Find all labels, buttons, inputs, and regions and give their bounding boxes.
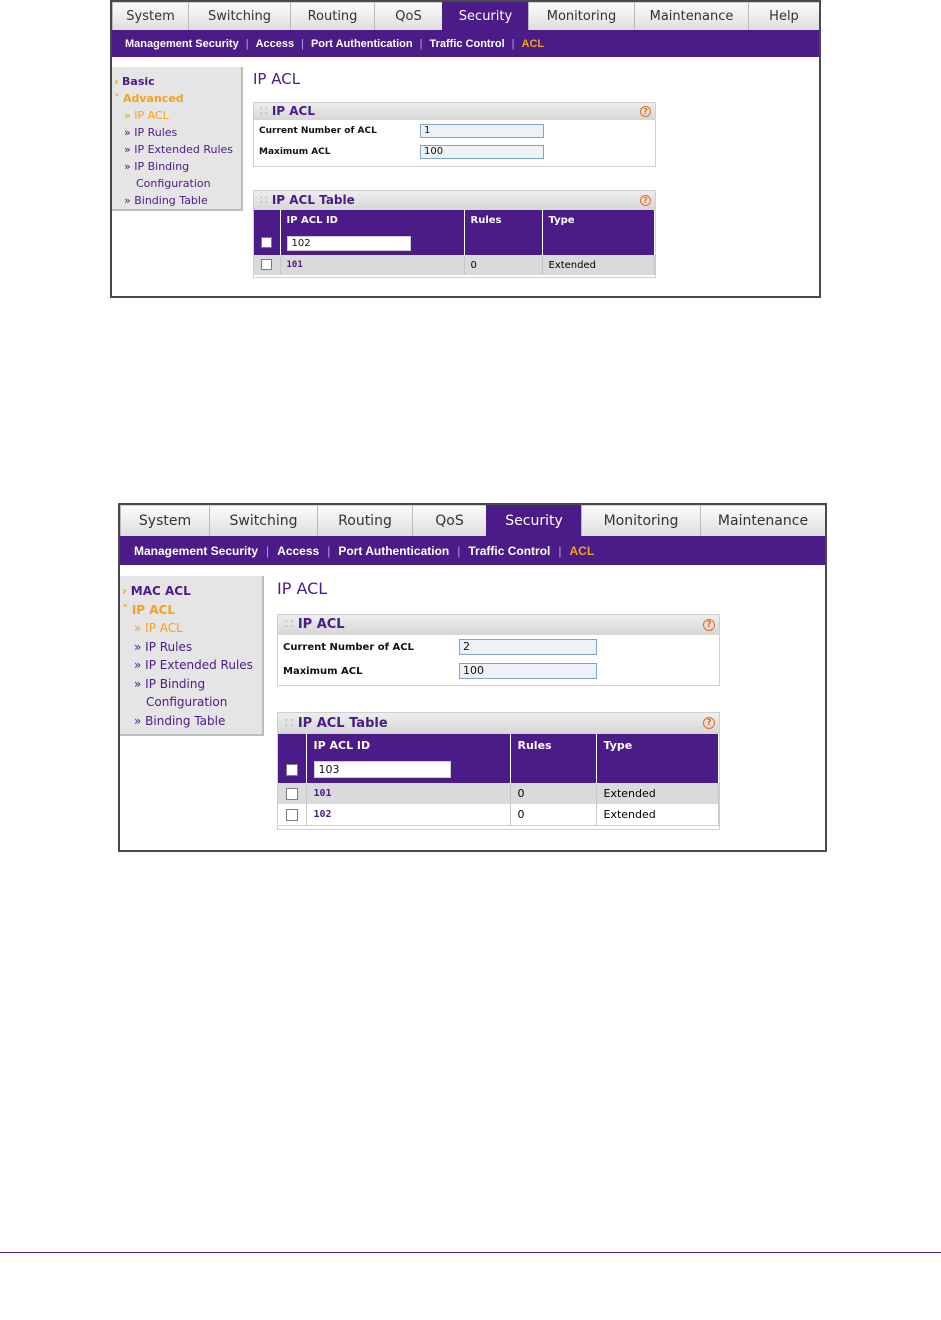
- page-footer-rule: [0, 1252, 941, 1253]
- field-label: Maximum ACL: [283, 665, 363, 677]
- sidebar-item-ip-acl[interactable]: » IP ACL: [124, 109, 169, 122]
- sidebar-item-ip-rules[interactable]: » IP Rules: [124, 126, 178, 139]
- tab-qos[interactable]: QoS: [374, 2, 442, 30]
- field-label: Maximum ACL: [259, 146, 331, 157]
- subnav-management-security[interactable]: Management Security: [125, 37, 239, 50]
- ip-acl-panel-header: [278, 615, 719, 635]
- subnav-port-authentication[interactable]: Port Authentication: [338, 543, 450, 558]
- tab-qos[interactable]: QoS: [412, 505, 486, 536]
- current-acl-row: [278, 635, 719, 659]
- table-header-row: [278, 734, 719, 756]
- tab-routing[interactable]: Routing: [317, 505, 412, 536]
- collapsed-arrow-icon: ›: [122, 584, 127, 598]
- collapsed-arrow-icon: ›: [114, 75, 119, 88]
- subnav-acl[interactable]: ACL: [521, 37, 545, 50]
- tab-security[interactable]: Security: [442, 2, 528, 30]
- acl-id-input[interactable]: 102: [287, 236, 411, 251]
- table-header-row: [254, 210, 655, 231]
- sidebar-item-ip-binding-configuration[interactable]: Configuration: [146, 695, 228, 709]
- maximum-acl-value: 100: [459, 663, 597, 679]
- subnav-separator: |: [558, 543, 562, 558]
- table-panel-header: [254, 191, 655, 210]
- maximum-acl-row: [254, 141, 655, 162]
- column-header[interactable]: Rules: [510, 734, 596, 756]
- checkbox-cell: [278, 783, 306, 804]
- subnav-separator: |: [419, 37, 423, 50]
- tab-maintenance[interactable]: Maintenance: [700, 505, 825, 536]
- page-title: IP ACL: [277, 579, 328, 598]
- sub-nav-bar: [120, 536, 825, 565]
- main-tab-bar: [112, 2, 819, 30]
- panel-title: IP ACL Table: [271, 193, 355, 207]
- maximum-acl-value: 100: [420, 145, 544, 159]
- checkbox-cell: [278, 756, 306, 783]
- panel-title: IP ACL: [271, 104, 316, 118]
- checkbox[interactable]: [261, 259, 272, 270]
- sidebar-item-label: IP ACL: [131, 602, 176, 617]
- screenshot-2: [118, 503, 827, 852]
- select-column-header: [278, 734, 306, 756]
- page-title: IP ACL: [253, 70, 301, 88]
- table-row[interactable]: [254, 255, 655, 275]
- current-acl-row: [254, 120, 655, 141]
- tab-security[interactable]: Security: [486, 505, 581, 536]
- acl-id-link[interactable]: 101: [306, 783, 510, 804]
- column-header[interactable]: Rules: [464, 210, 542, 231]
- subnav-separator: |: [266, 543, 270, 558]
- help-icon[interactable]: ?: [640, 106, 651, 117]
- subnav-separator: |: [327, 543, 331, 558]
- tab-switching[interactable]: Switching: [209, 505, 317, 536]
- checkbox-cell: [254, 231, 280, 255]
- checkbox[interactable]: [261, 237, 272, 248]
- subnav-access[interactable]: Access: [277, 543, 320, 558]
- subnav-management-security[interactable]: Management Security: [134, 543, 259, 558]
- subnav-separator: |: [301, 37, 304, 50]
- rules-cell: 0: [464, 255, 542, 275]
- checkbox-cell: [278, 804, 306, 825]
- ip-acl-panel: [277, 614, 720, 686]
- sidebar-item-ip-binding[interactable]: » IP Binding: [134, 676, 206, 691]
- tab-switching[interactable]: Switching: [188, 2, 290, 30]
- grip-icon: ∷: [260, 193, 268, 207]
- sidebar-item-ip-acl-group[interactable]: [122, 601, 262, 620]
- type-cell: Extended: [596, 783, 719, 804]
- panel-title: IP ACL: [297, 617, 345, 632]
- rules-cell: 0: [510, 783, 596, 804]
- ip-acl-panel-header: [254, 103, 655, 120]
- acl-table: [254, 210, 655, 275]
- field-label: Current Number of ACL: [259, 125, 377, 136]
- subnav-separator: |: [511, 37, 515, 50]
- tab-routing[interactable]: Routing: [290, 2, 374, 30]
- sidebar-item-binding-table[interactable]: » Binding Table: [124, 194, 208, 207]
- grip-icon: ∷: [260, 104, 268, 118]
- subnav-acl[interactable]: ACL: [569, 543, 595, 558]
- sidebar-item-ip-extended-rules[interactable]: » IP Extended Rules: [134, 658, 253, 672]
- type-cell: Extended: [542, 255, 655, 275]
- id-input-cell: [280, 231, 464, 255]
- acl-id-input[interactable]: 103: [314, 761, 451, 778]
- subnav-separator: |: [245, 37, 249, 50]
- id-input-cell: [306, 756, 510, 783]
- sidebar-item-ip-binding-configuration[interactable]: Configuration: [136, 177, 211, 190]
- table-panel-header: [278, 713, 719, 734]
- acl-id-link[interactable]: 101: [280, 255, 464, 275]
- screenshot-1: [110, 0, 821, 298]
- tab-help[interactable]: Help: [748, 2, 819, 30]
- sidebar-item-advanced[interactable]: [114, 90, 241, 107]
- table-row[interactable]: [278, 783, 719, 804]
- sidebar: [120, 576, 264, 736]
- maximum-acl-row: [278, 659, 719, 683]
- ip-acl-table-panel: [277, 712, 720, 830]
- checkbox[interactable]: [286, 809, 298, 821]
- type-cell: [542, 231, 655, 255]
- subnav-separator: |: [457, 543, 461, 558]
- expanded-arrow-icon: ˅: [114, 92, 120, 105]
- column-header[interactable]: Type: [596, 734, 719, 756]
- help-icon[interactable]: ?: [640, 195, 651, 206]
- rules-cell: 0: [510, 804, 596, 825]
- column-header[interactable]: IP ACL ID: [280, 210, 464, 231]
- sidebar-item-ip-acl[interactable]: » IP ACL: [134, 621, 183, 635]
- table-row[interactable]: [278, 804, 719, 825]
- column-header[interactable]: IP ACL ID: [306, 734, 510, 756]
- field-label: Current Number of ACL: [283, 641, 414, 653]
- table-add-row: [278, 756, 719, 783]
- grip-icon: ∷: [285, 617, 294, 632]
- select-column-header: [254, 210, 280, 231]
- tab-system[interactable]: System: [112, 2, 188, 30]
- tab-monitoring[interactable]: Monitoring: [581, 505, 700, 536]
- sidebar: [112, 67, 243, 211]
- sidebar-item-label: Basic: [122, 75, 155, 88]
- type-cell: [596, 756, 719, 783]
- sidebar-item-mac-acl[interactable]: [122, 582, 262, 601]
- sidebar-item-label: MAC ACL: [130, 584, 191, 598]
- current-acl-value: 1: [420, 124, 544, 138]
- sidebar-item-basic[interactable]: [114, 73, 241, 90]
- ip-acl-panel: [253, 102, 656, 167]
- sidebar-item-ip-binding[interactable]: » IP Binding: [124, 160, 190, 173]
- main-tab-bar: [120, 505, 825, 536]
- acl-id-link[interactable]: 102: [306, 804, 510, 825]
- sub-nav-bar: [112, 30, 819, 57]
- column-header[interactable]: Type: [542, 210, 655, 231]
- sidebar-item-binding-table[interactable]: » Binding Table: [134, 713, 226, 728]
- subnav-port-authentication[interactable]: Port Authentication: [310, 37, 413, 50]
- current-acl-value: 2: [459, 639, 597, 655]
- sidebar-item-ip-extended-rules[interactable]: » IP Extended Rules: [124, 143, 234, 156]
- help-icon[interactable]: ?: [703, 717, 715, 729]
- tab-maintenance[interactable]: Maintenance: [634, 2, 748, 30]
- expanded-arrow-icon: ˅: [122, 602, 128, 617]
- subnav-access[interactable]: Access: [255, 37, 295, 50]
- rules-cell: [510, 756, 596, 783]
- rules-cell: [464, 231, 542, 255]
- checkbox[interactable]: [286, 788, 298, 800]
- help-icon[interactable]: ?: [703, 619, 715, 631]
- tab-monitoring[interactable]: Monitoring: [528, 2, 634, 30]
- sidebar-item-label: Advanced: [123, 92, 184, 105]
- type-cell: Extended: [596, 804, 719, 825]
- table-add-row: [254, 231, 655, 255]
- ip-acl-table-panel: [253, 190, 656, 278]
- checkbox-cell: [254, 255, 280, 275]
- tab-system[interactable]: System: [120, 505, 209, 536]
- panel-title: IP ACL Table: [297, 716, 388, 731]
- subnav-traffic-control[interactable]: Traffic Control: [429, 37, 505, 50]
- grip-icon: ∷: [285, 716, 294, 731]
- acl-table: [278, 734, 719, 826]
- checkbox[interactable]: [286, 764, 298, 776]
- sidebar-item-ip-rules[interactable]: » IP Rules: [134, 639, 193, 654]
- subnav-traffic-control[interactable]: Traffic Control: [468, 543, 551, 558]
